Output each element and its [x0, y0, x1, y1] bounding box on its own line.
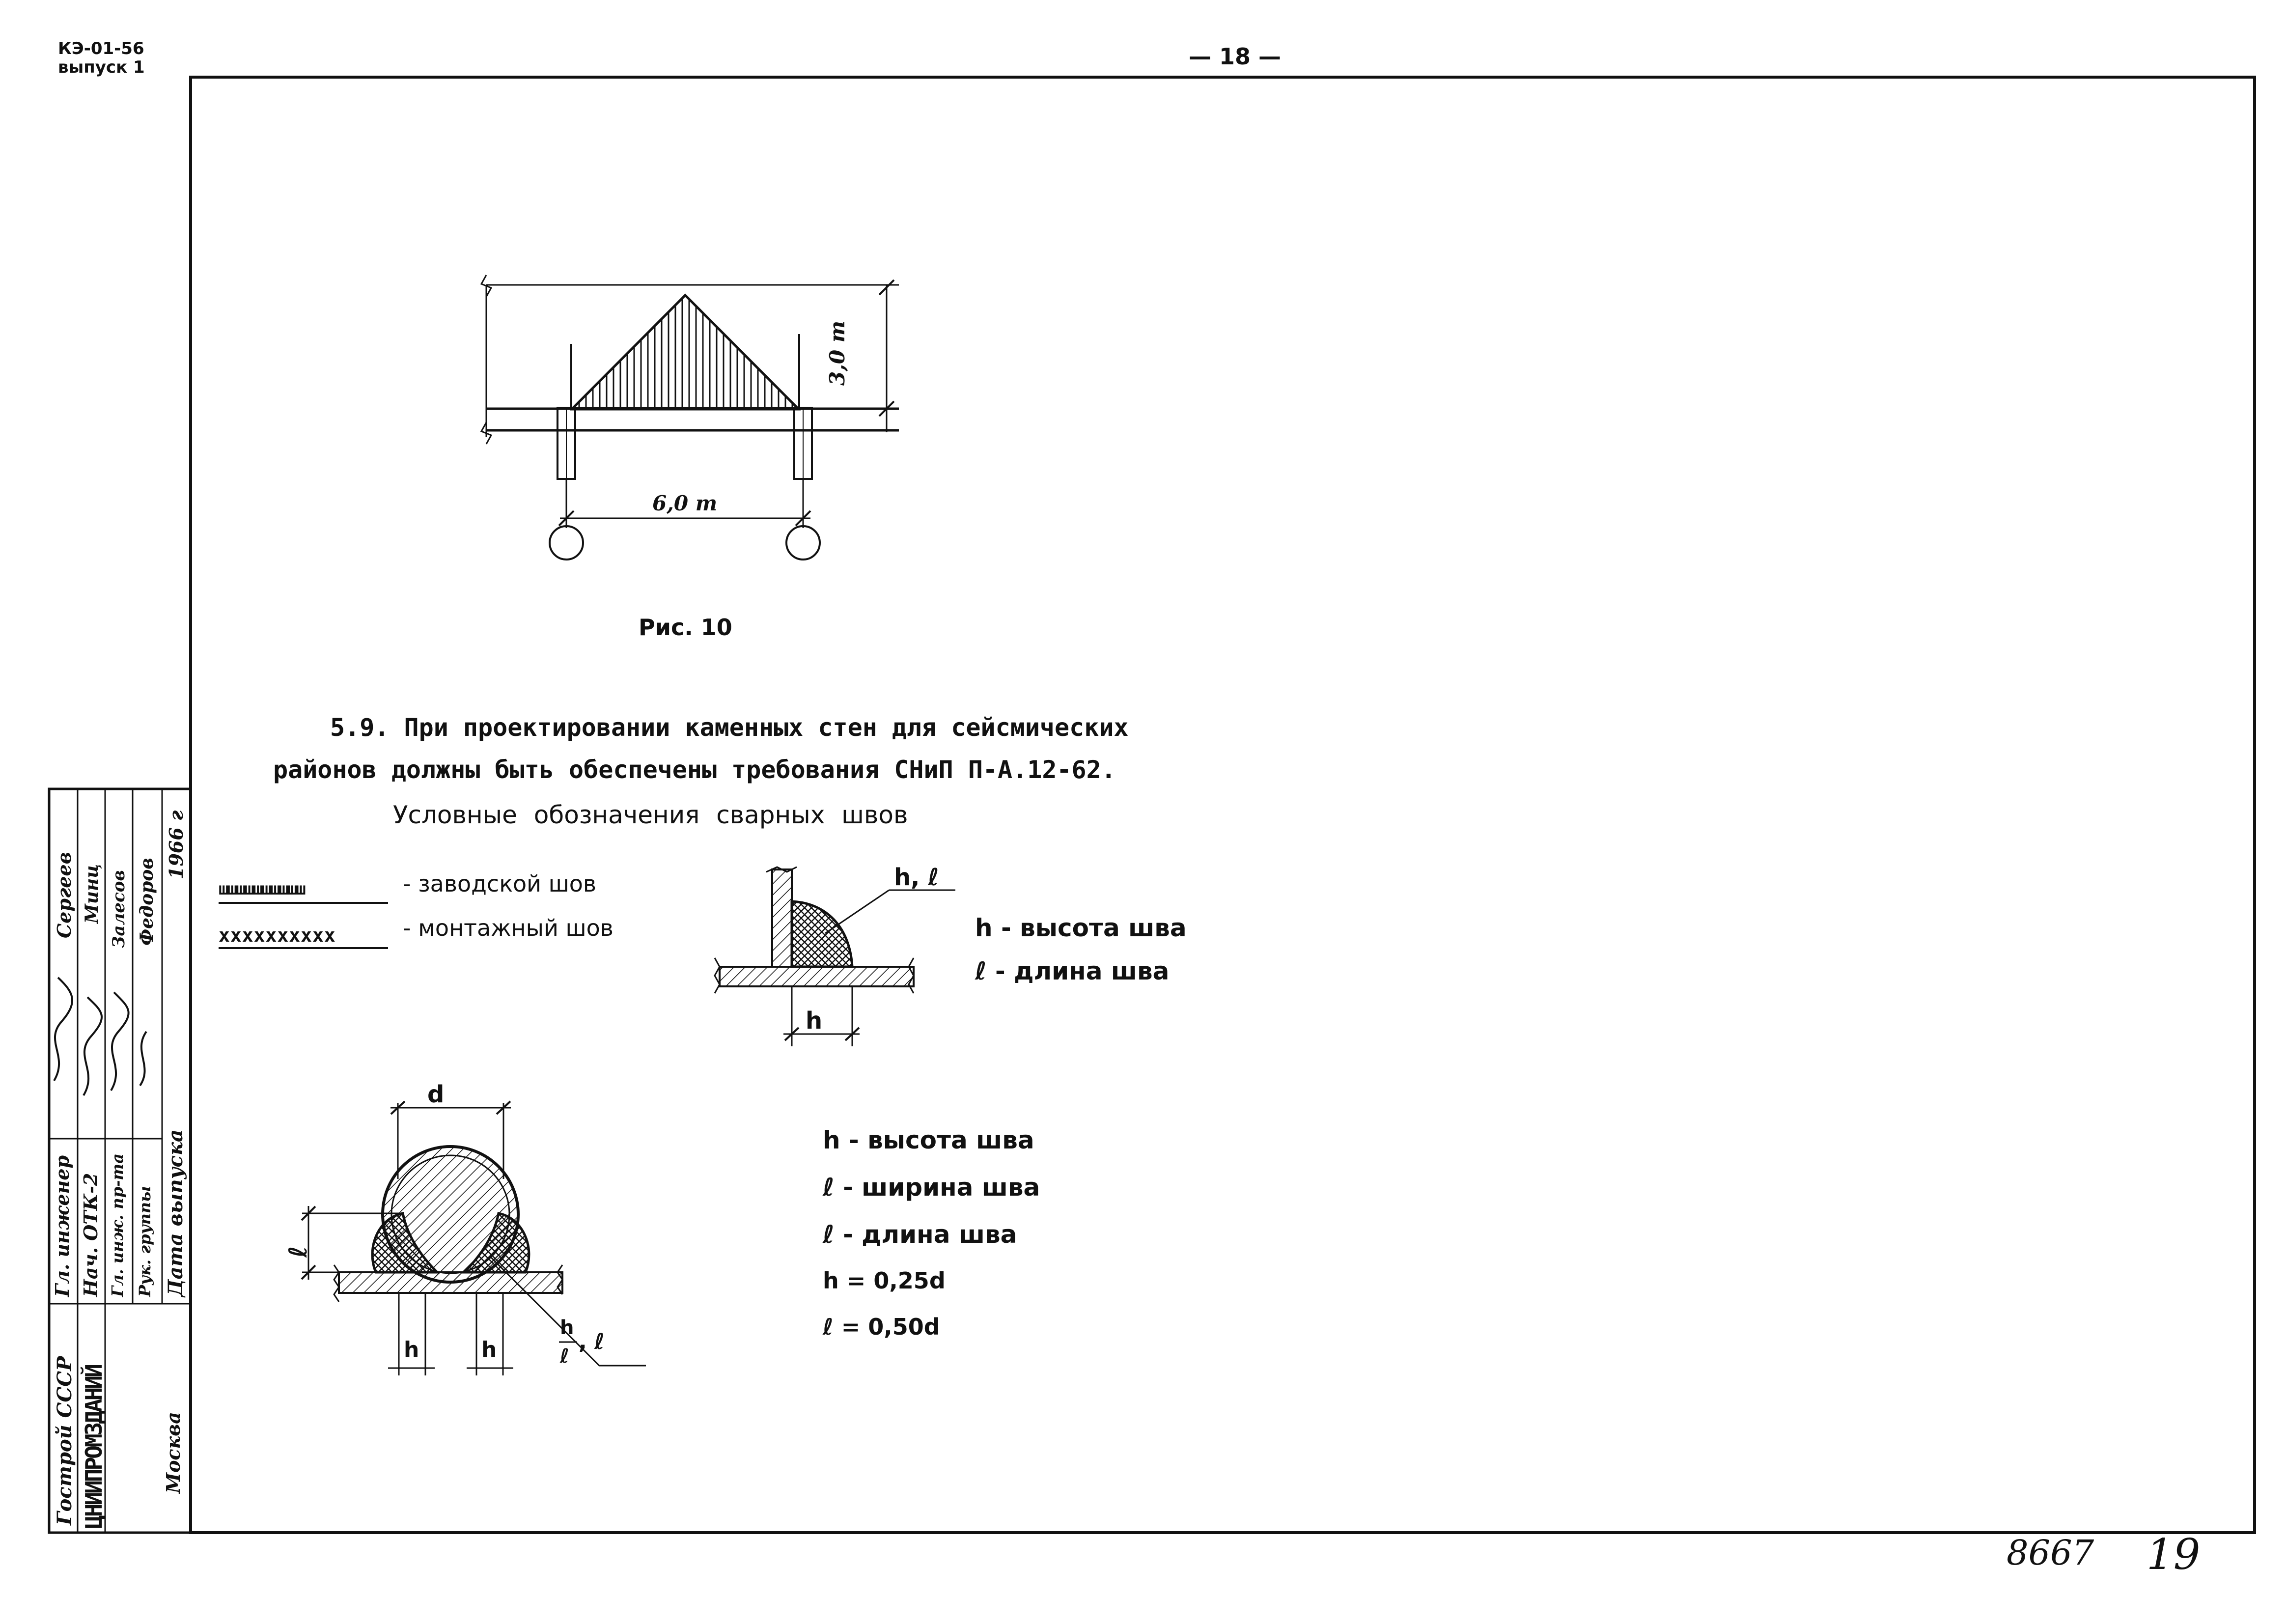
weld2-def-width: ℓ - ширина шва — [823, 1173, 1040, 1202]
weld2-d-dimension: d — [427, 1081, 445, 1108]
formula-h: h = 0,25d — [823, 1267, 946, 1294]
weld1-def-length: ℓ - длина шва — [975, 957, 1170, 985]
name-dept-head: Минц — [82, 864, 102, 924]
weld2-tag-bottom: ℓ — [560, 1345, 569, 1368]
weld2-h-right: h — [481, 1337, 497, 1362]
name-project-engineer: Залесов — [109, 870, 129, 948]
figure-caption: Рис. 10 — [639, 614, 732, 641]
role-project-engineer: Гл. инж. пр-та — [108, 1153, 127, 1297]
name-chief-engineer: Сергеев — [53, 852, 75, 938]
sheet-number: 19 — [2147, 1530, 2201, 1579]
release-year: 1966 г — [165, 810, 187, 879]
issue-label: выпуск 1 — [58, 57, 145, 77]
doc-code: КЭ-01-56 — [58, 39, 144, 58]
name-group-head: Федоров — [137, 858, 157, 946]
role-chief-engineer: Гл. инженер — [51, 1155, 73, 1297]
span-dimension-label: 6,0 m — [652, 491, 718, 515]
weld2-def-height: h - высота шва — [823, 1126, 1034, 1154]
site-weld-symbol: xxxxxxxxxx — [219, 924, 336, 946]
role-release-date: Дата выпуска — [164, 1129, 187, 1297]
legend-title: Условные обозначения сварных швов — [393, 801, 908, 829]
archive-code: 8667 — [2007, 1533, 2094, 1573]
formula-b: ℓ = 0,50d — [823, 1314, 940, 1340]
weld1-detail — [715, 867, 955, 1046]
factory-weld-label: - заводской шов — [403, 870, 597, 897]
weld1-h-dimension: h — [806, 1007, 823, 1035]
weld2-b-dimension: ℓ — [284, 1246, 312, 1258]
page-number: — 18 — — [1189, 43, 1282, 70]
weld2-h-left: h — [404, 1337, 419, 1362]
height-dimension-label: 3,0 m — [825, 320, 849, 386]
weld2-tag-suffix: , ℓ — [579, 1329, 605, 1354]
title-block-city: Москва — [162, 1412, 184, 1493]
factory-weld-symbol: шшшшшшшшшш — [219, 879, 305, 899]
role-group-head: Рук. группы — [136, 1186, 154, 1297]
role-dept-head: Нач. ОТК-2 — [80, 1173, 102, 1297]
figure10-elevation — [481, 275, 899, 560]
site-weld-label: - монтажный шов — [403, 915, 613, 941]
weld1-def-height: h - высота шва — [975, 914, 1187, 942]
weld1-leader-tag: h, ℓ — [894, 864, 939, 891]
title-block-ministry: Гострой СССР — [53, 1356, 76, 1525]
title-block-institute: ЦНИИПРОМЗДАНИЙ — [81, 1366, 107, 1529]
clause-line-1: 5.9. При проектировании каменных стен для сейсмических — [330, 713, 1129, 742]
weld2-tag-top: h — [560, 1316, 574, 1339]
clause-line-2: районов должны быть обеспечены требования СНиП П-А.12-62. — [273, 756, 1116, 784]
weld2-def-length: ℓ - длина шва — [823, 1220, 1017, 1249]
